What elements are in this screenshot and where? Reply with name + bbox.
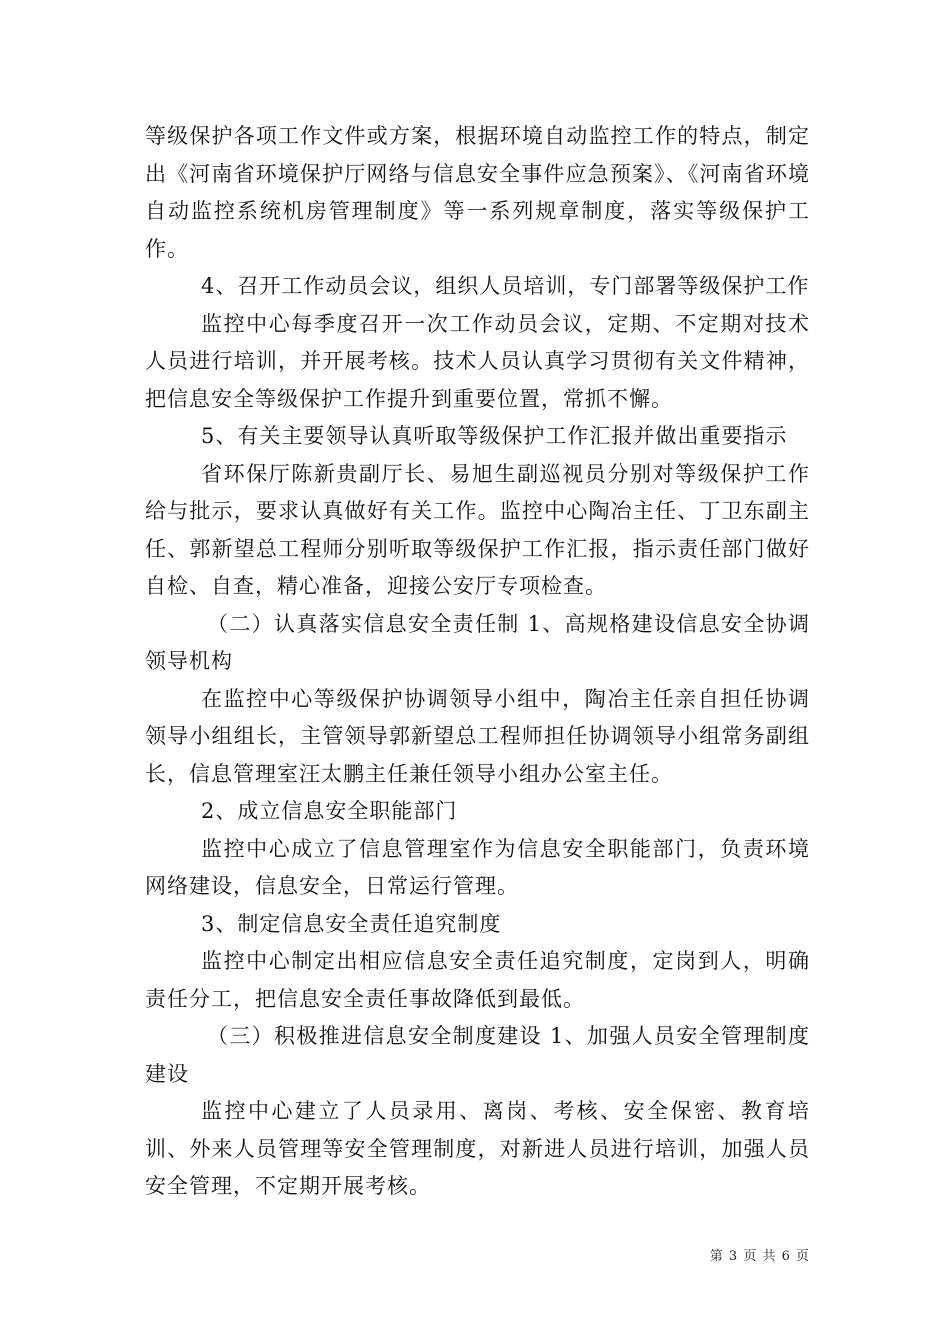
paragraph: 监控中心建立了人员录用、离岗、考核、安全保密、教育培训、外来人员管理等安全管理制度，对新进人员进行培训，加强人员安全管理，不定期开展考核。 bbox=[145, 1099, 810, 1198]
document-body bbox=[145, 118, 810, 1206]
paragraph: 监控中心成立了信息管理室作为信息安全职能部门，负责环境网络建设，信息安全，日常运行管理。 bbox=[145, 836, 810, 898]
section-heading: （二）认真落实信息安全责任制 1、高规格建设信息安全协调领导机构 bbox=[145, 611, 810, 673]
section-heading: 2、成立信息安全职能部门 bbox=[201, 799, 458, 823]
paragraph: 监控中心制定出相应信息安全责任追究制度，定岗到人，明确责任分工，把信息安全责任事故降低到最低。 bbox=[145, 949, 810, 1011]
paragraph: 在监控中心等级保护协调领导小组中，陶冶主任亲自担任协调领导小组组长，主管领导郭新望总工程师担任协调领导小组常务副组长，信息管理室汪太鹏主任兼任领导小组办公室主任。 bbox=[145, 686, 810, 786]
section-heading: 3、制定信息安全责任追究制度 bbox=[201, 911, 502, 936]
paragraph: 等级保护各项工作文件或方案，根据环境自动监控工作的特点，制定出《河南省环境保护厅网络与信息安全事件应急预案》、《河南省环境自动监控系统机房管理制度》等一系列规章制度，落实等级保护工作。 bbox=[145, 124, 810, 261]
paragraph: 省环保厅陈新贵副厅长、易旭生副巡视员分别对等级保护工作给与批示，要求认真做好有关工作。监控中心陶冶主任、丁卫东副主任、郭新望总工程师分别听取等级保护工作汇报，指示责任部门做好自检、自查，精心准备，迎接公安厅专项检查。 bbox=[145, 461, 810, 598]
section-heading: 5、有关主要领导认真听取等级保护工作汇报并做出重要指示 bbox=[201, 424, 788, 448]
page-number: 第 3 页 共 6 页 bbox=[709, 1249, 810, 1264]
section-heading: （三）积极推进信息安全制度建设 1、加强人员安全管理制度建设 bbox=[145, 1024, 810, 1086]
paragraph: 监控中心每季度召开一次工作动员会议，定期、不定期对技术人员进行培训，并开展考核。技术人员认真学习贯彻有关文件精神，把信息安全等级保护工作提升到重要位置，常抓不懈。 bbox=[145, 311, 810, 411]
section-heading: 4、召开工作动员会议，组织人员培训，专门部署等级保护工作 bbox=[201, 274, 810, 298]
